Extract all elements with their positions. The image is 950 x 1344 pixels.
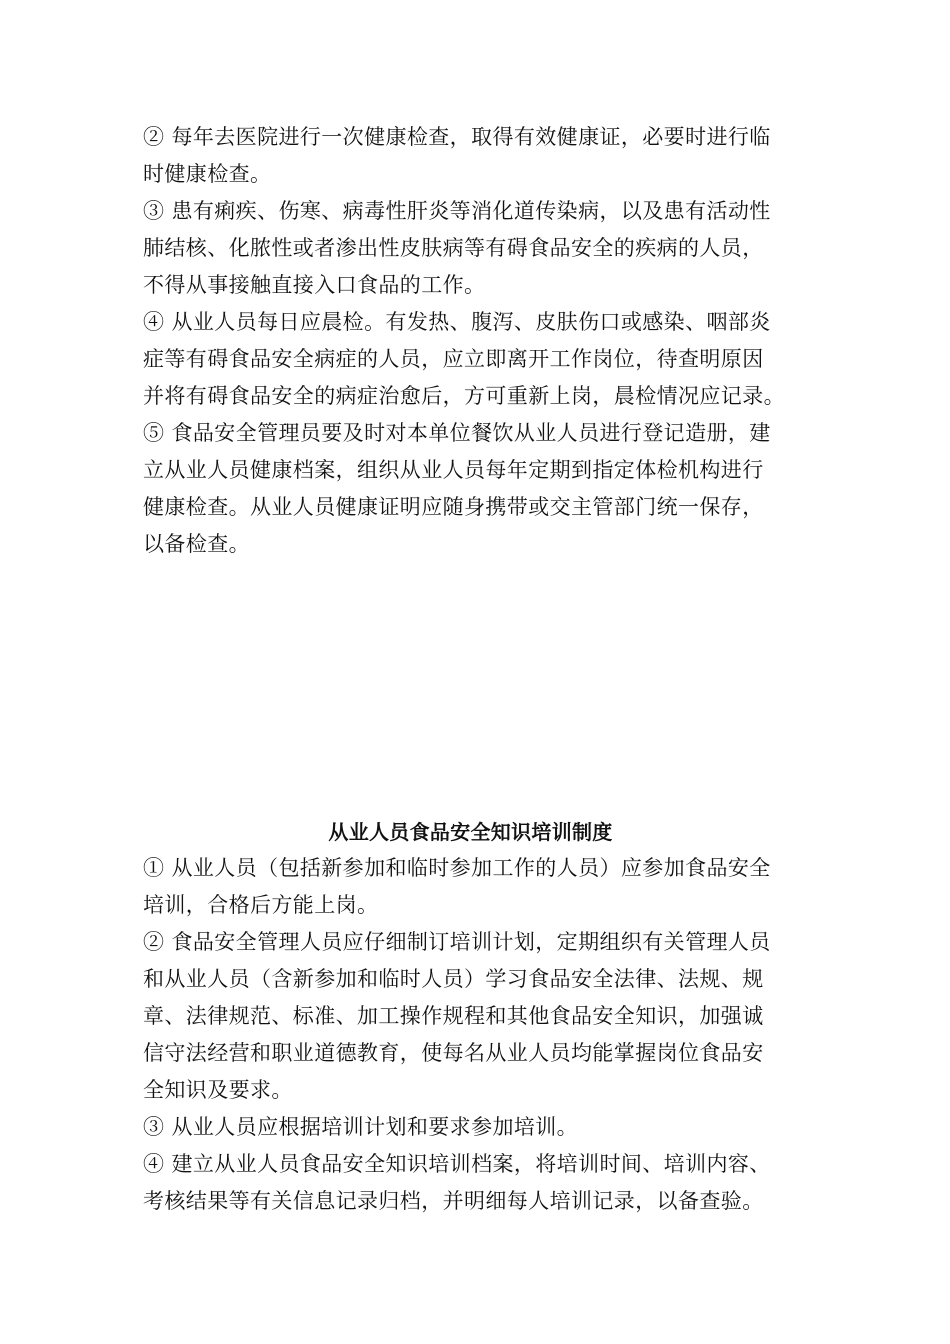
text-line: ③ 从业人员应根据培训计划和要求参加培训。: [143, 1115, 579, 1139]
training-section: [143, 850, 823, 1220]
text-line: 以备检查。: [143, 532, 250, 556]
text-line: 不得从事接触直接入口食品的工作。: [143, 273, 486, 297]
text-line: 时健康检查。: [143, 162, 272, 186]
text-line: ④ 从业人员每日应晨检。有发热、腹泻、皮肤伤口或感染、咽部炎: [143, 310, 771, 334]
text-line: 和从业人员（含新参加和临时人员）学习食品安全法律、法规、规: [143, 967, 764, 991]
text-line: 症等有碍食品安全病症的人员，应立即离开工作岗位，待查明原因: [143, 347, 764, 371]
text-line: ⑤ 食品安全管理员要及时对本单位餐饮从业人员进行登记造册，建: [143, 421, 771, 445]
text-line: ④ 建立从业人员食品安全知识培训档案，将培训时间、培训内容、: [143, 1152, 771, 1176]
text-line: ① 从业人员（包括新参加和临时参加工作的人员）应参加食品安全: [143, 856, 771, 880]
text-line: 健康检查。从业人员健康证明应随身携带或交主管部门统一保存，: [143, 495, 764, 519]
text-line: 章、法律规范、标准、加工操作规程和其他食品安全知识，加强诚: [143, 1004, 764, 1028]
text-line: ② 食品安全管理人员应仔细制订培训计划，定期组织有关管理人员: [143, 930, 771, 954]
text-line: 信守法经营和职业道德教育，使每名从业人员均能掌握岗位食品安: [143, 1041, 764, 1065]
health-management-section: [143, 119, 823, 563]
text-line: 全知识及要求。: [143, 1078, 293, 1102]
text-line: 肺结核、化脓性或者渗出性皮肤病等有碍食品安全的疾病的人员，: [143, 236, 764, 260]
text-line: 培训，合格后方能上岗。: [143, 893, 379, 917]
text-line: 并将有碍食品安全的病症治愈后，方可重新上岗，晨检情况应记录。: [143, 384, 785, 408]
text-line: 立从业人员健康档案，组织从业人员每年定期到指定体检机构进行: [143, 458, 764, 482]
text-line: ③ 患有痢疾、伤寒、病毒性肝炎等消化道传染病，以及患有活动性: [143, 199, 771, 223]
text-line: 考核结果等有关信息记录归档，并明细每人培训记录，以备查验。: [143, 1189, 764, 1213]
text-line: ② 每年去医院进行一次健康检查，取得有效健康证，必要时进行临: [143, 125, 771, 149]
section-title: 从业人员食品安全知识培训制度: [328, 820, 613, 844]
